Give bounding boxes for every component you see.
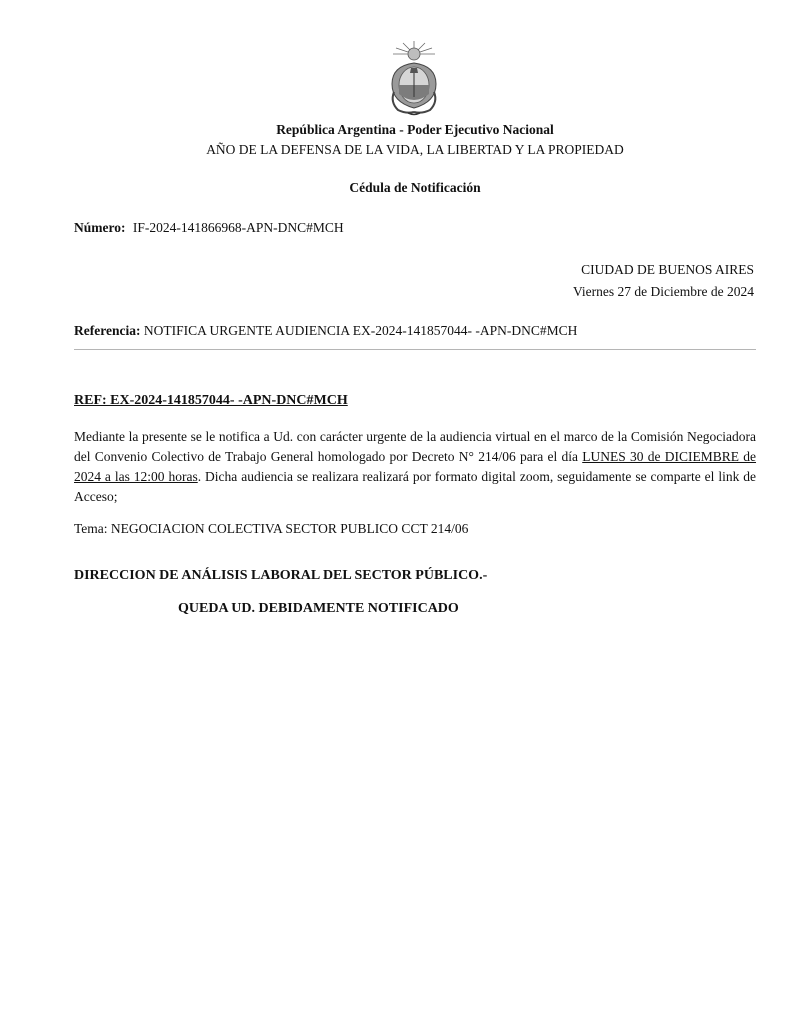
document-date: Viernes 27 de Diciembre de 2024	[572, 284, 754, 299]
referencia-label: Referencia:	[74, 323, 141, 338]
tema-line: Tema: NEGOCIACION COLECTIVA SECTOR PUBLICO CCT 214/06	[74, 521, 469, 536]
ref-heading: REF: EX-2024-141857044- -APN-DNC#MCH	[74, 393, 348, 408]
numero-label: Número:	[74, 220, 126, 235]
city-name: CIUDAD DE BUENOS AIRES	[581, 262, 754, 277]
header-year-motto: AÑO DE LA DEFENSA DE LA VIDA, LA LIBERTAD Y LA PROPIEDAD	[206, 142, 624, 157]
paragraph-text-part2: . Dicha audiencia se realizara realizará por formato digital zoom, seguidamente se comparte el link de Acceso;	[74, 469, 757, 504]
header-divider	[74, 349, 756, 350]
notification-paragraph	[74, 427, 756, 507]
numero-line	[74, 220, 344, 236]
national-coat-of-arms-icon	[386, 40, 442, 116]
document-type-title: Cédula de Notificación	[349, 180, 481, 195]
header-government-title: República Argentina - Poder Ejecutivo Nacional	[276, 122, 554, 137]
numero-value: IF-2024-141866968-APN-DNC#MCH	[132, 220, 344, 235]
notification-closing: QUEDA UD. DEBIDAMENTE NOTIFICADO	[178, 601, 459, 616]
signing-office: DIRECCION DE ANÁLISIS LABORAL DEL SECTOR PÚBLICO.-	[74, 568, 488, 583]
referencia-value: NOTIFICA URGENTE AUDIENCIA EX-2024-141857044- -APN-DNC#MCH	[143, 323, 578, 338]
paragraph-text-part1: Mediante la presente se le notifica a Ud. con carácter urgente de la audiencia virtual en el marco de la Comisión Negociadora del Convenio Colectivo de Trabajo General homologado por Decreto N° 214/06 para el día	[74, 429, 756, 464]
referencia-line	[74, 323, 577, 339]
hearing-date-time: LUNES 30 de DICIEMBRE de 2024 a las 12:00 horas	[74, 449, 757, 484]
